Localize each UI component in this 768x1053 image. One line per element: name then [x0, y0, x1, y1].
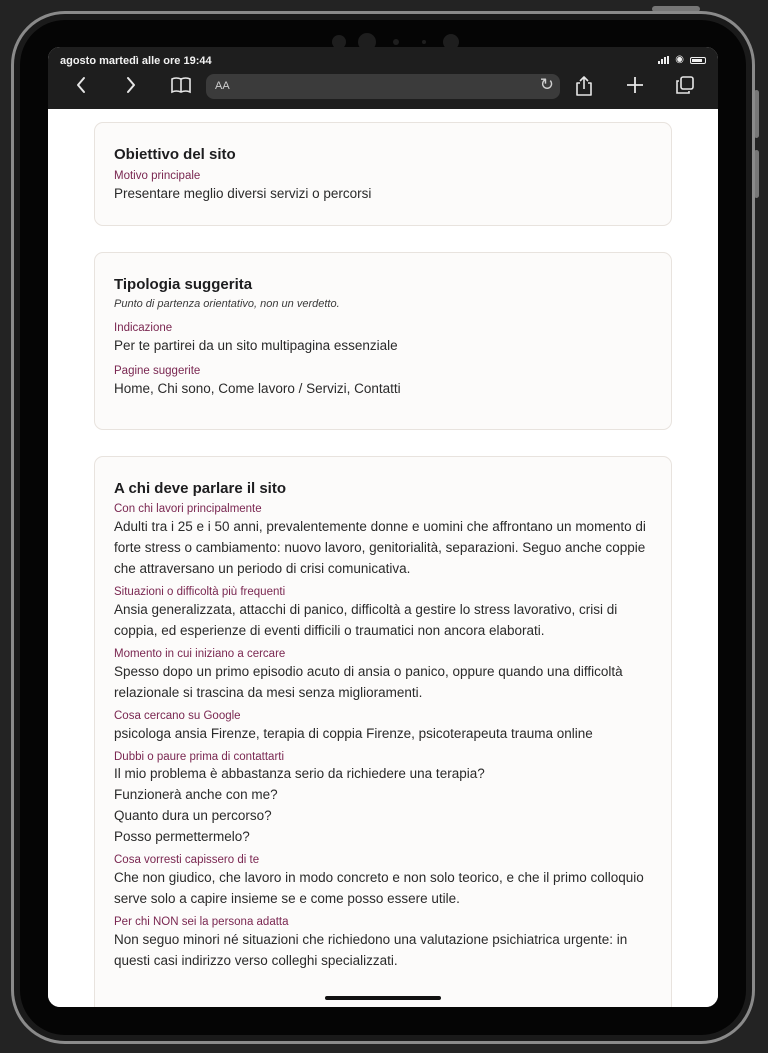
field-text: Non seguo minori né situazioni che richiedono una valutazione psichiatrica urgente: in questi casi indirizzo verso colleghi specializzati. [114, 932, 628, 968]
field-text: Ansia generalizzata, attacchi di panico, difficoltà a gestire lo stress lavorativo, crisi di coppia, ed esperienze di eventi difficili o traumatici non ancora elaborati. [114, 602, 618, 638]
battery-icon [690, 57, 706, 64]
field-label: Momento in cui iniziano a cercare [114, 648, 286, 660]
doubt-line: Quanto dura un percorso? [114, 808, 272, 823]
back-icon[interactable] [75, 75, 87, 99]
status-icons [658, 56, 706, 64]
field-text: Presentare meglio diversi servizi o percorsi [114, 186, 372, 201]
card-obiettivo [94, 122, 672, 226]
bookmarks-icon[interactable] [170, 75, 192, 99]
wifi-icon: ◉ [675, 54, 684, 65]
field-label: Pagine suggerite [114, 365, 201, 377]
card-tipologia [94, 252, 672, 430]
card-note: Punto di partenza orientativo, non un verdetto. [114, 298, 340, 310]
status-time: agosto martedì alle ore 19:44 [60, 55, 212, 67]
field-label: Con chi lavori principalmente [114, 503, 262, 515]
field-label: Situazioni o difficoltà più frequenti [114, 586, 286, 598]
field-label: Cosa vorresti capissero di te [114, 854, 260, 866]
signal-icon [658, 56, 669, 64]
new-tab-icon[interactable] [626, 75, 644, 99]
field-text: Che non giudico, che lavoro in modo concreto e non solo teorico, e che il primo colloquio serve solo a capire insieme se e come posso essere utile. [114, 870, 644, 906]
field-label: Indicazione [114, 322, 173, 334]
card-title: Obiettivo del sito [114, 146, 236, 163]
doubt-line: Posso permettermelo? [114, 829, 250, 844]
browser-chrome [48, 47, 718, 109]
home-indicator[interactable] [325, 996, 441, 1000]
share-icon[interactable] [575, 75, 593, 99]
doubt-line: Il mio problema è abbastanza serio da richiedere una terapia? [114, 766, 485, 781]
doubt-line: Funzionerà anche con me? [114, 787, 278, 802]
field-text: Spesso dopo un primo episodio acuto di ansia o panico, oppure quando una difficoltà relazionale si trascina da mesi senza miglioramenti. [114, 664, 623, 700]
address-bar[interactable] [206, 74, 560, 99]
field-label: Cosa cercano su Google [114, 710, 241, 722]
reader-aa-button[interactable]: AA [215, 80, 230, 92]
tabs-overview-icon[interactable] [675, 75, 695, 99]
field-lines [114, 763, 652, 847]
device-screen [48, 47, 718, 1007]
field-text: Per te partirei da un sito multipagina essenziale [114, 338, 398, 353]
field-label: Dubbi o paure prima di contattarti [114, 751, 285, 763]
card-pubblico [94, 456, 672, 1007]
reload-icon[interactable]: ↻ [539, 75, 554, 94]
page-content [48, 109, 718, 1007]
card-title: A chi deve parlare il sito [114, 480, 287, 497]
field-label: Motivo principale [114, 170, 201, 182]
card-title: Tipologia suggerita [114, 276, 253, 293]
field-label: Per chi NON sei la persona adatta [114, 916, 289, 928]
field-text: Home, Chi sono, Come lavoro / Servizi, Contatti [114, 381, 401, 396]
field-text: psicologa ansia Firenze, terapia di coppia Firenze, psicoterapeuta trauma online [114, 726, 593, 741]
forward-icon[interactable] [125, 75, 137, 99]
field-text: Adulti tra i 25 e i 50 anni, prevalentemente donne e uomini che affrontano un momento di forte stress o cambiamento: nuovo lavoro, genitorialità, separazioni. Seguo anche coppie che attraversano un periodo di crisi comunicativa. [114, 519, 646, 576]
